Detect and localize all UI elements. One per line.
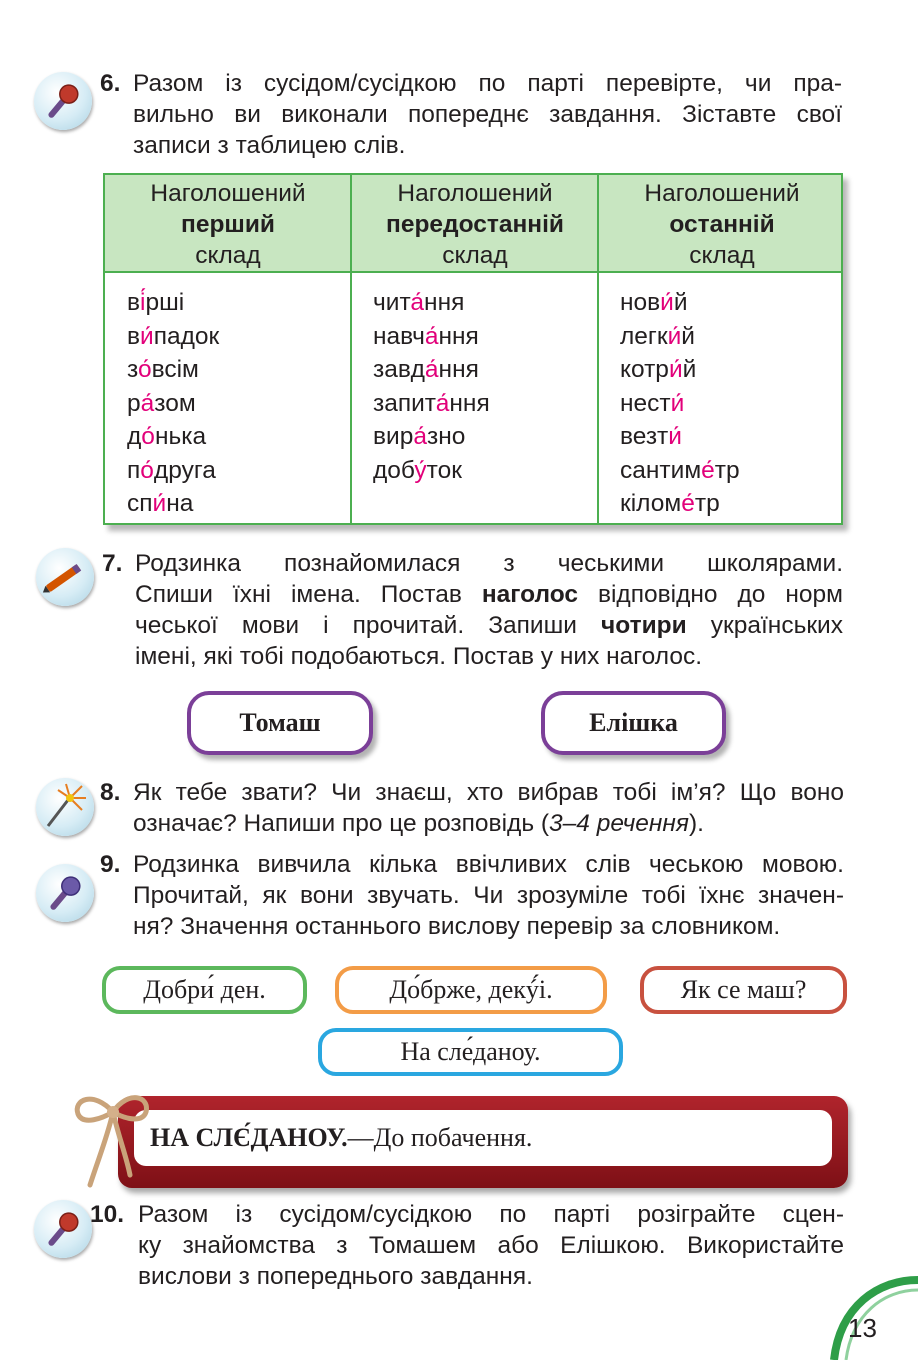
word: до́нька (127, 423, 207, 450)
task-text-line: Прочитай, як вони звучать. Чи зрозуміле тобі їхнє значен- (133, 882, 844, 909)
task-number: 7. (102, 550, 123, 577)
task-text-line: Разом із сусідом/сусідкою по парті перевірте, чи пра- (133, 70, 842, 97)
task-text-line: чеської мови і прочитай. Запиши чотири українських (135, 612, 843, 639)
word: кіломе́тр (620, 490, 720, 517)
sparkler-icon (36, 778, 94, 836)
table-header-row (105, 175, 841, 273)
task-number: 10. (90, 1201, 125, 1228)
task-text-line: ку знайомства з Томашем або Елішкою. Використайте (138, 1232, 844, 1259)
task-number: 6. (100, 70, 121, 97)
task-text-line: ня? Значення останнього вислову перевір за словником. (133, 913, 781, 940)
word: чита́ння (373, 289, 465, 316)
phrase-card: На сле́даноу. (318, 1028, 623, 1076)
task-10 (90, 1199, 844, 1292)
table-divider (350, 175, 352, 523)
task-text-line: Родзинка познайомилася з чеськими школярами. (135, 550, 843, 577)
word: запита́ння (373, 389, 490, 417)
word: завда́ння (373, 356, 479, 383)
microphone-icon (34, 72, 92, 130)
task-text-line: вильно ви виконали попереднє завдання. Зіставте свої (133, 101, 842, 128)
word: навча́ння (373, 322, 479, 350)
ribbon-icon (68, 1090, 158, 1190)
task-number: 8. (100, 779, 121, 806)
word: вира́зно (373, 423, 466, 450)
word: по́друга (127, 456, 216, 484)
word: ві́рші (127, 289, 185, 316)
task-text-line: Як тебе звати? Чи знаєш, хто вибрав тобі ім’я? Що воно (133, 779, 844, 806)
task-text-line: імені, які тобі подобаються. Постав у них наголос. (135, 643, 703, 670)
word: нести́ (620, 389, 685, 417)
page-number: 13 (848, 1313, 877, 1343)
microphone-icon (34, 1200, 92, 1258)
vocabulary-banner (118, 1096, 848, 1188)
word: спи́на (127, 490, 194, 517)
task-text-line: записи з таблицею слів. (133, 132, 406, 159)
vocabulary-entry: НА СЛЄ́ДАНОУ. — До побачення. (134, 1110, 832, 1166)
task-7 (102, 548, 843, 672)
word: сантиме́тр (620, 456, 740, 484)
table-divider (597, 175, 599, 523)
task-9 (100, 849, 844, 942)
phrase-card: До́брже, декý́і. (335, 966, 607, 1014)
table-column-last (620, 286, 740, 521)
word: добу́ток (373, 456, 462, 484)
word: легки́й (620, 322, 695, 350)
task-8 (100, 777, 844, 839)
task-6 (100, 68, 842, 161)
word: везти́ (620, 423, 682, 450)
task-text-line: означає? Напиши про це розповідь (3–4 речення). (133, 810, 704, 837)
phrase-card: Добри́ ден. (102, 966, 307, 1014)
word: нови́й (620, 289, 688, 316)
word: ра́зом (127, 389, 196, 417)
stress-table (103, 173, 843, 525)
table-header-cell: Наголошений останній склад (644, 180, 800, 269)
task-text-line: вислови з попереднього завдання. (138, 1263, 533, 1290)
task-number: 9. (100, 851, 121, 878)
word: ви́падок (127, 322, 220, 350)
task-text-line: Разом із сусідом/сусідкою по парті розіграйте сцен- (138, 1201, 844, 1228)
name-card-tomash: Томаш (187, 691, 373, 755)
word: котри́й (620, 356, 697, 383)
table-header-cell: Наголошений передостанній склад (386, 180, 564, 269)
microphone-icon (36, 864, 94, 922)
pen-icon (36, 548, 94, 606)
table-header-cell: Наголошений перший склад (150, 180, 306, 269)
task-text-line: Спиши їхні імена. Постав наголос відповідно до норм (135, 581, 843, 608)
name-card-elishka: Елішка (541, 691, 726, 755)
table-column-penultimate (373, 286, 490, 487)
word: зо́всім (127, 356, 199, 383)
task-text-line: Родзинка вивчила кілька ввічливих слів чеською мовою. (133, 851, 844, 878)
phrase-card: Як се маш? (640, 966, 847, 1014)
table-column-first (127, 286, 219, 521)
